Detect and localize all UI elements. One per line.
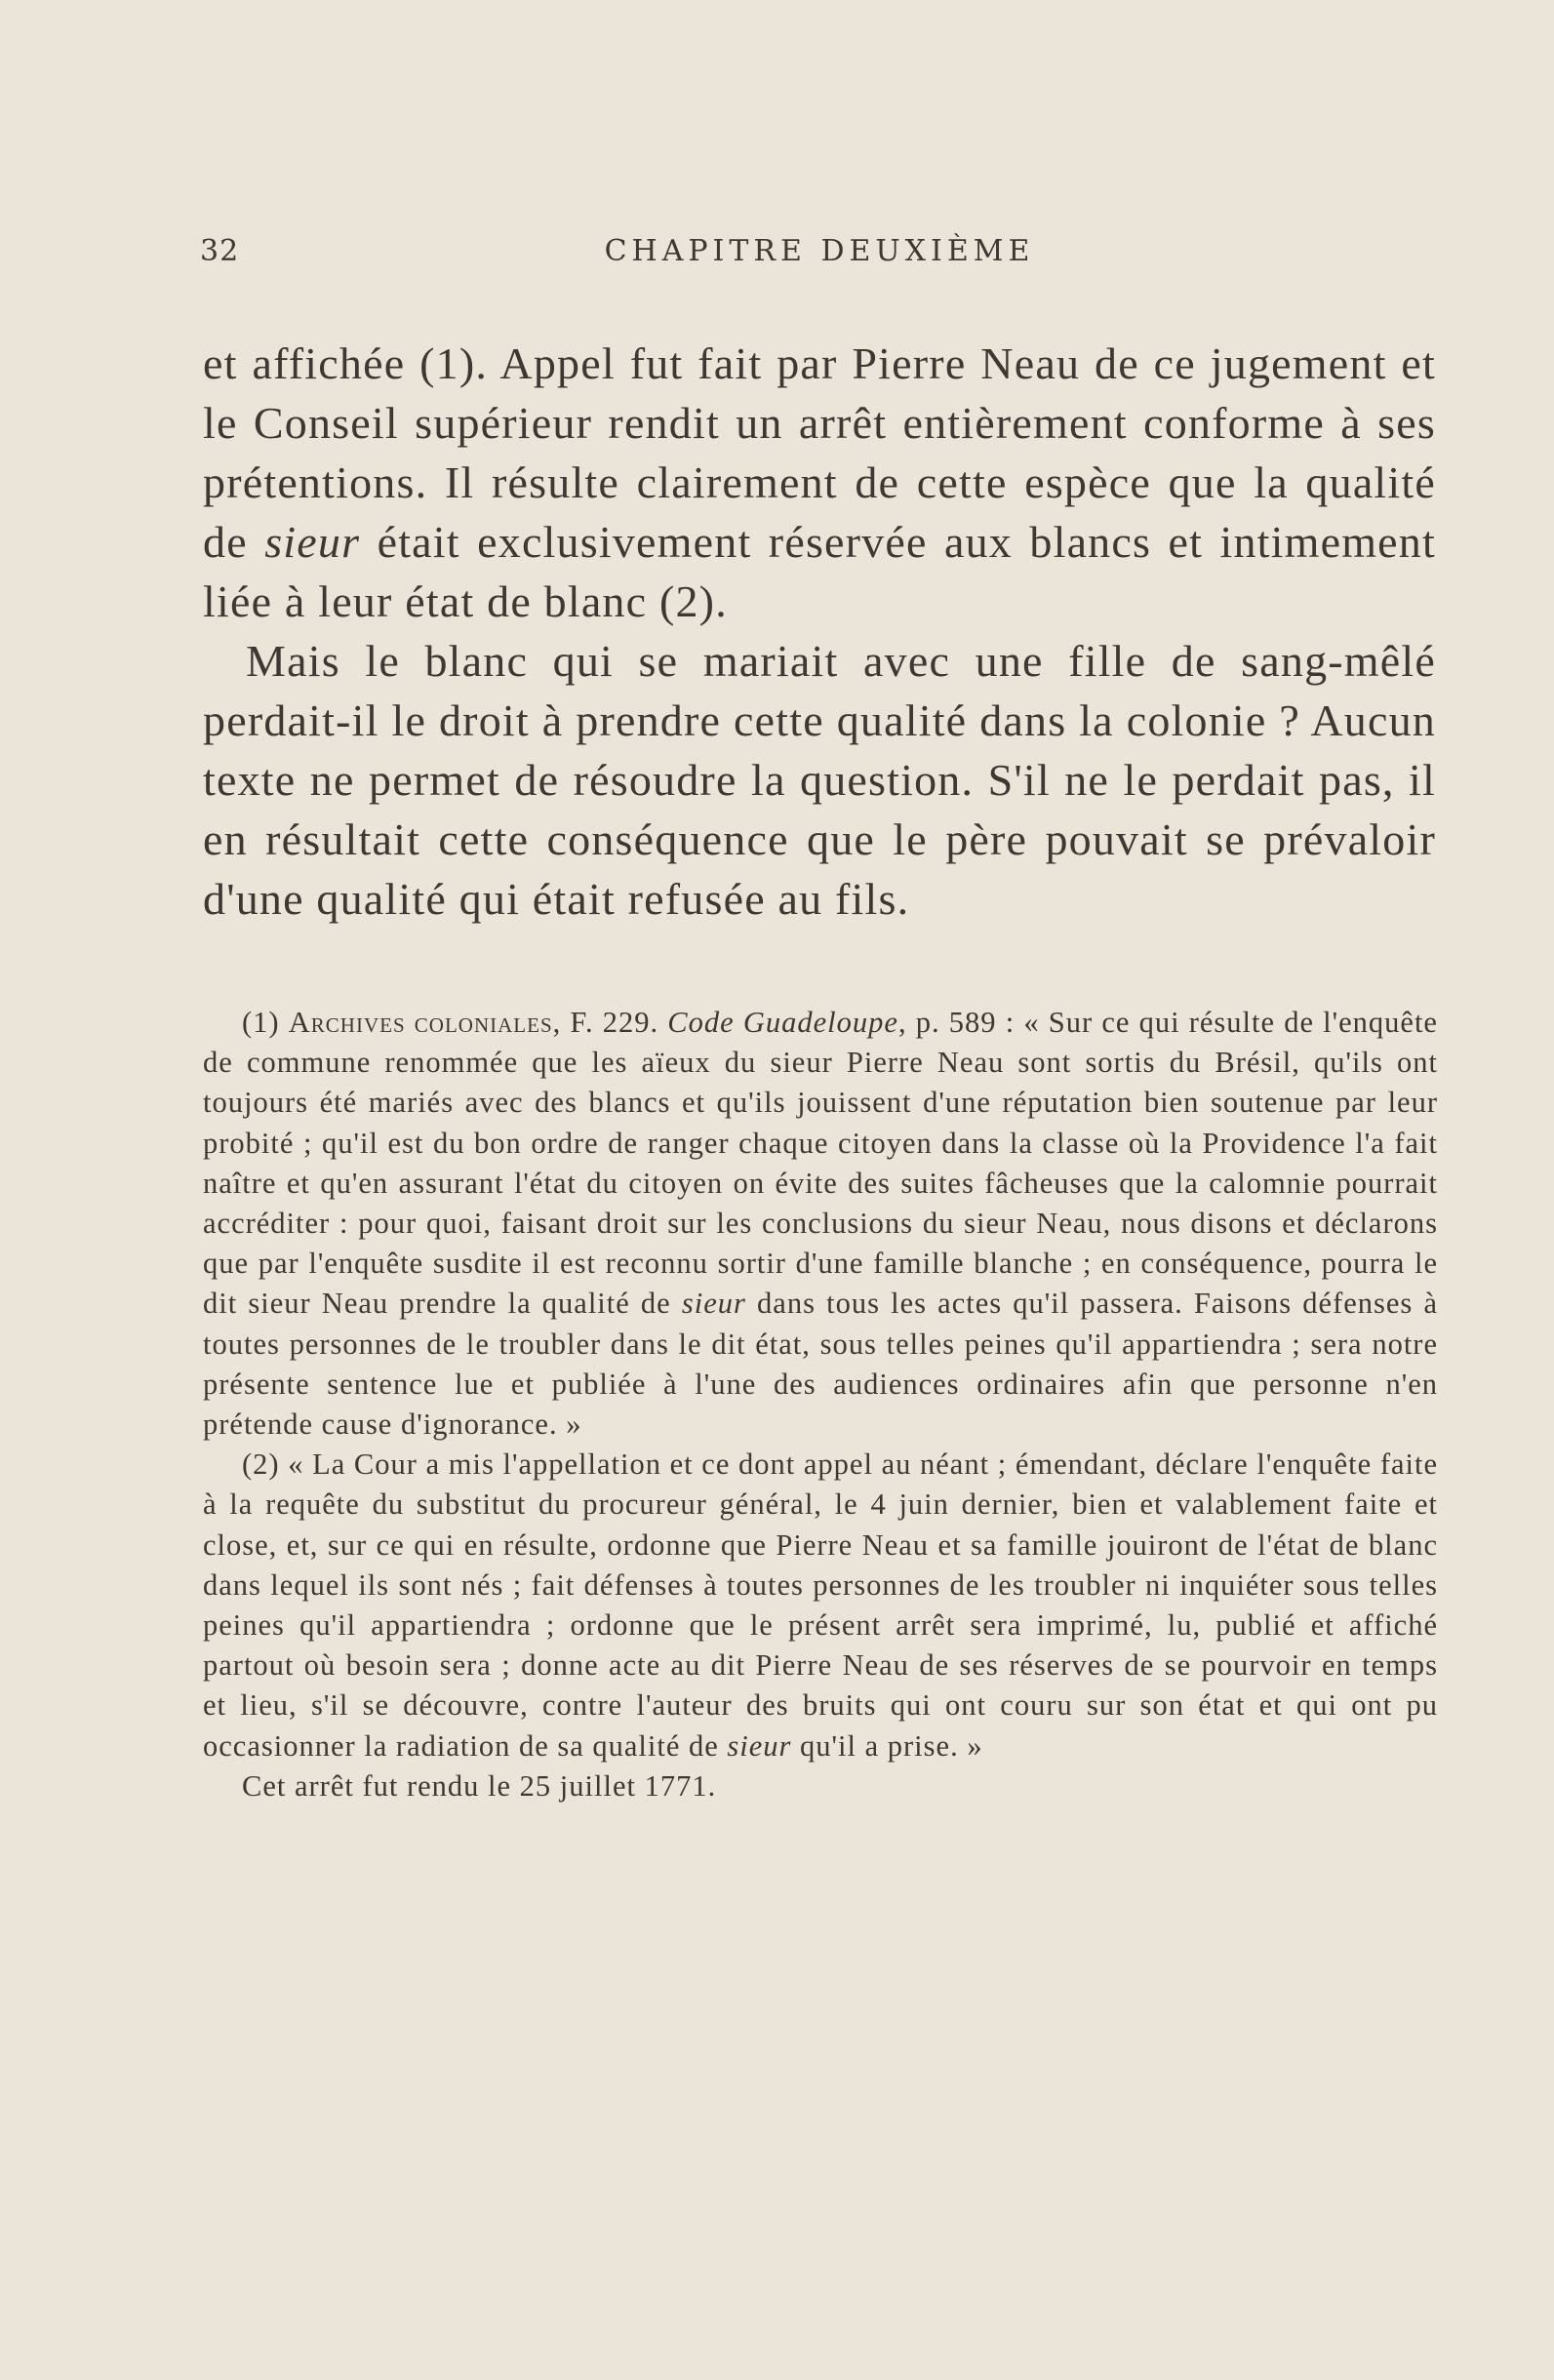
footnote-2 bbox=[203, 1445, 1438, 1766]
footnote-1-text-b: dans tous les actes qu'il passera. Faisons défenses à toutes personnes de le troubler dans le dit état, sous telles peines qu'il appartiendra ; sera notre présente sentence lue et publiée à l'une des audiences ordinaires afin que personne n'en prétende cause d'ignorance. » bbox=[203, 1287, 1438, 1442]
paragraph-1 bbox=[203, 334, 1436, 631]
running-head bbox=[200, 234, 1439, 273]
paragraph-2: Mais le blanc qui se mariait avec une fille de sang-mêlé perdait-il le droit à prendre cette qualité dans la colonie ? Aucun texte ne permet de résoudre la question. S'il ne le perdait pas, il en résultait cette conséquence que le père pouvait se prévaloir d'une qualité qui était refusée au fils. bbox=[203, 636, 1436, 924]
footnote-1-text-a: , p. 589 : « Sur ce qui résulte de l'enquête de commune renommée que les aïeux du sieur Pierre Neau sont sortis du Brésil, qu'ils ont toujours été mariés avec des blancs et qu'ils jouissent d'une réputation bien soutenue par leur probité ; qu'il est du bon ordre de ranger chaque citoyen dans la classe où la Providence l'a fait naître et qu'en assurant l'état du citoyen on évite des suites fâcheuses que la calomnie pourrait accréditer : pour quoi, faisant droit sur les conclusions du sieur Neau, nous disons et déclarons que par l'enquête susdite il est reconnu sortir d'une famille blanche ; en conséquence, pourra le dit sieur Neau prendre la qualité de bbox=[203, 1006, 1438, 1321]
footnote-2-italic-term: sieur bbox=[727, 1728, 792, 1763]
footnote-1 bbox=[203, 1003, 1438, 1445]
footnote-1-italic-term: sieur bbox=[681, 1287, 746, 1321]
main-text bbox=[203, 334, 1436, 929]
footnote-2-text-b: qu'il a prise. » bbox=[791, 1728, 983, 1763]
page-number: 32 bbox=[200, 234, 240, 268]
footnote-1-title: Code Guadeloupe bbox=[667, 1006, 898, 1039]
footnote-2-closing: Cet arrêt fut rendu le 25 juillet 1771. bbox=[242, 1768, 717, 1803]
footnote-2-text-a: (2) « La Cour a mis l'appellation et ce dont appel au néant ; émendant, déclare l'enquête faite à la requête du substitut du procureur général, le 4 juin dernier, bien et valablement faite et close, et, sur ce qui en résulte, ordonne que Pierre Neau et sa famille jouiront de l'état de blanc dans lequel ils sont nés ; fait défenses à toutes personnes de les troubler ni inquiéter sous telles peines qu'il appartiendra ; ordonne que le présent arrêt sera imprimé, lu, publié et affiché partout où besoin sera ; donne acte au dit Pierre Neau de ses réserves de se pourvoir en temps et lieu, s'il se découvre, contre l'auteur des bruits qui ont couru sur son état et qui ont pu occasionner la radiation de sa qualité de bbox=[203, 1448, 1438, 1763]
footnote-1-marker: (1) bbox=[242, 1006, 289, 1039]
footnote-1-source: Archives coloniales bbox=[288, 1006, 553, 1039]
chapter-title: CHAPITRE DEUXIÈME bbox=[604, 234, 1035, 268]
footnotes bbox=[203, 1003, 1438, 1806]
paragraph-1-text-b: était exclusivement réservée aux blancs et intimement liée à leur état de blanc (2). bbox=[203, 517, 1436, 626]
footnote-1-reference: , F. 229. bbox=[552, 1006, 668, 1039]
paragraph-1-italic-term: sieur bbox=[264, 517, 361, 567]
paragraph-1-text-a: et affichée (1). Appel fut fait par Pierre Neau de ce jugement et le Conseil supérieur rendit un arrêt entièrement conforme à ses prétentions. Il résulte clairement de cette espèce que la qualité de bbox=[203, 338, 1436, 567]
